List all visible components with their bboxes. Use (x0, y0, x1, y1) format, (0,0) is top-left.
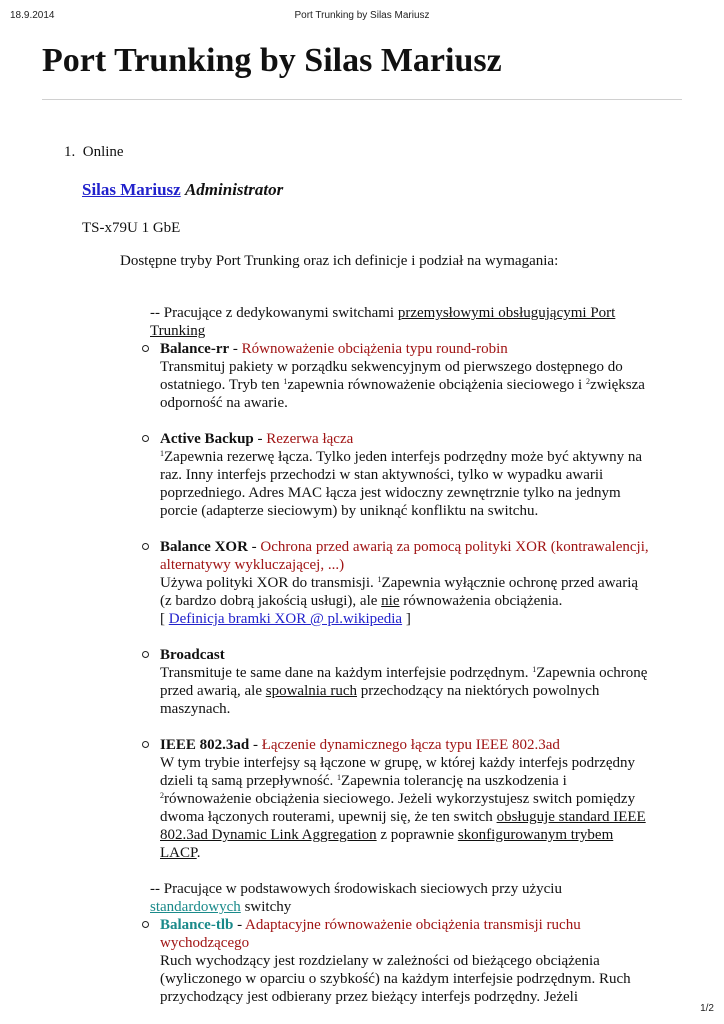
xor-wikipedia-link[interactable]: Definicja bramki XOR @ pl.wikipedia (168, 611, 403, 627)
mode-broadcast: Broadcast Transmituje te same dane na każdym interfejsie podrzędnym. $^1$Zapewnia ochronę przed awarią, ale spowalnia ruch przechodzący na niektórych powolnych maszynach. (150, 646, 650, 718)
page-title: Port Trunking by Silas Mariusz (42, 42, 502, 79)
modes-content (150, 304, 650, 1006)
bullet-icon (142, 741, 149, 748)
page-number: 1/2 (700, 1003, 714, 1014)
author-role: Administrator (184, 180, 284, 199)
print-header-title: Port Trunking by Silas Mariusz (294, 10, 430, 21)
bullet-icon (142, 543, 149, 550)
mode-active-backup: Active Backup - Rezerwa łącza $^1$Zapewnia rezerwę łącza. Tylko jeden interfejs podrzędny może być aktywny na raz. Inny interfejs przechodzi w stan aktywności, tylko w wypadku awarii poprzedniego. Adres MAC łącza jest widoczny zewnętrznie tylko na jednym porcie (adapterze sieciowym) by uniknąć konfliktu na switchu. (150, 430, 650, 520)
bullet-icon (142, 435, 149, 442)
status-text: Online (82, 144, 124, 160)
section-dedicated-heading: -- Pracujące z dedykowanymi switchami przemysłowymi obsługującymi Port Trunking (150, 305, 616, 339)
mode-ieee-802-3ad: IEEE 802.3ad - Łączenie dynamicznego łącza typu IEEE 802.3ad W tym trybie interfejsy są łączone w grupę, w której każdy interfejs podrzędny dzieli tą samą przepływność. $^1$Zapewnia tolerancję na uszkodzenia i $^2$równoważenie obciążenia sieciowego. Jeżeli wykorzystujesz switch pomiędzy dwoma łączonych routerami, upewnij się, że ten switch obsługuje standard IEEE 802.3ad Dynamic Link Aggregation z poprawnie skonfigurowanym trybem LACP. (150, 736, 650, 862)
mode-balance-rr: Balance-rr - Równoważenie obciążenia typu round-robin Transmituj pakiety w porządku sekwencyjnym od pierwszego dostępnego do ostatniego. Tryb ten $^1$zapewnia równoważenie obciążenia sieciowego i $^2$zwiększa odporność na awarie. (150, 340, 650, 412)
mode-balance-xor: Balance XOR - Ochrona przed awarią za pomocą polityki XOR (kontrawalencji, alternatywy wykluczającej, ...) Używa polityki XOR do transmisji. $^1$Zapewnia wyłącznie ochronę przed awarią (z bardzo dobrą jakością usługi), ale nie równoważenia obciążenia. [ Definicja bramki XOR @ pl.wikipedia ] (150, 538, 650, 628)
device-model: TS-x79U 1 GbE (82, 220, 181, 236)
bullet-icon (142, 345, 149, 352)
standard-modes-list (150, 916, 650, 1006)
list-item-online (64, 143, 124, 161)
author-link[interactable]: Silas Mariusz (82, 180, 181, 199)
industrial-switches-link[interactable]: przemysłowymi obsługującymi Port Trunking (150, 305, 616, 339)
mode-balance-tlb: Balance-tlb - Adaptacyjne równoważenie obciążenia transmisji ruchu wychodzącego Ruch wychodzący jest rozdzielany w zależności od bieżącego obciążenia (wyliczonego w oparciu o szybkość) na każdym interfejsie podrzędnym. Ruch przychodzący jest odbierany przez bieżący interfejs podrzędny. Jeżeli (150, 916, 650, 1006)
section-standard-heading: -- Pracujące w podstawowych środowiskach sieciowych przy użyciu standardowych switchy (150, 881, 562, 915)
bullet-icon (142, 921, 149, 928)
print-date: 18.9.2014 (10, 10, 55, 21)
bullet-icon (142, 651, 149, 658)
intro-text: Dostępne tryby Port Trunking oraz ich definicje i podział na wymagania: (120, 253, 559, 269)
dedicated-modes-list (150, 340, 650, 862)
standard-switches-link[interactable]: standardowych (150, 899, 241, 915)
author-line (82, 180, 283, 200)
list-number: 1. (64, 144, 76, 160)
title-divider (42, 99, 682, 100)
